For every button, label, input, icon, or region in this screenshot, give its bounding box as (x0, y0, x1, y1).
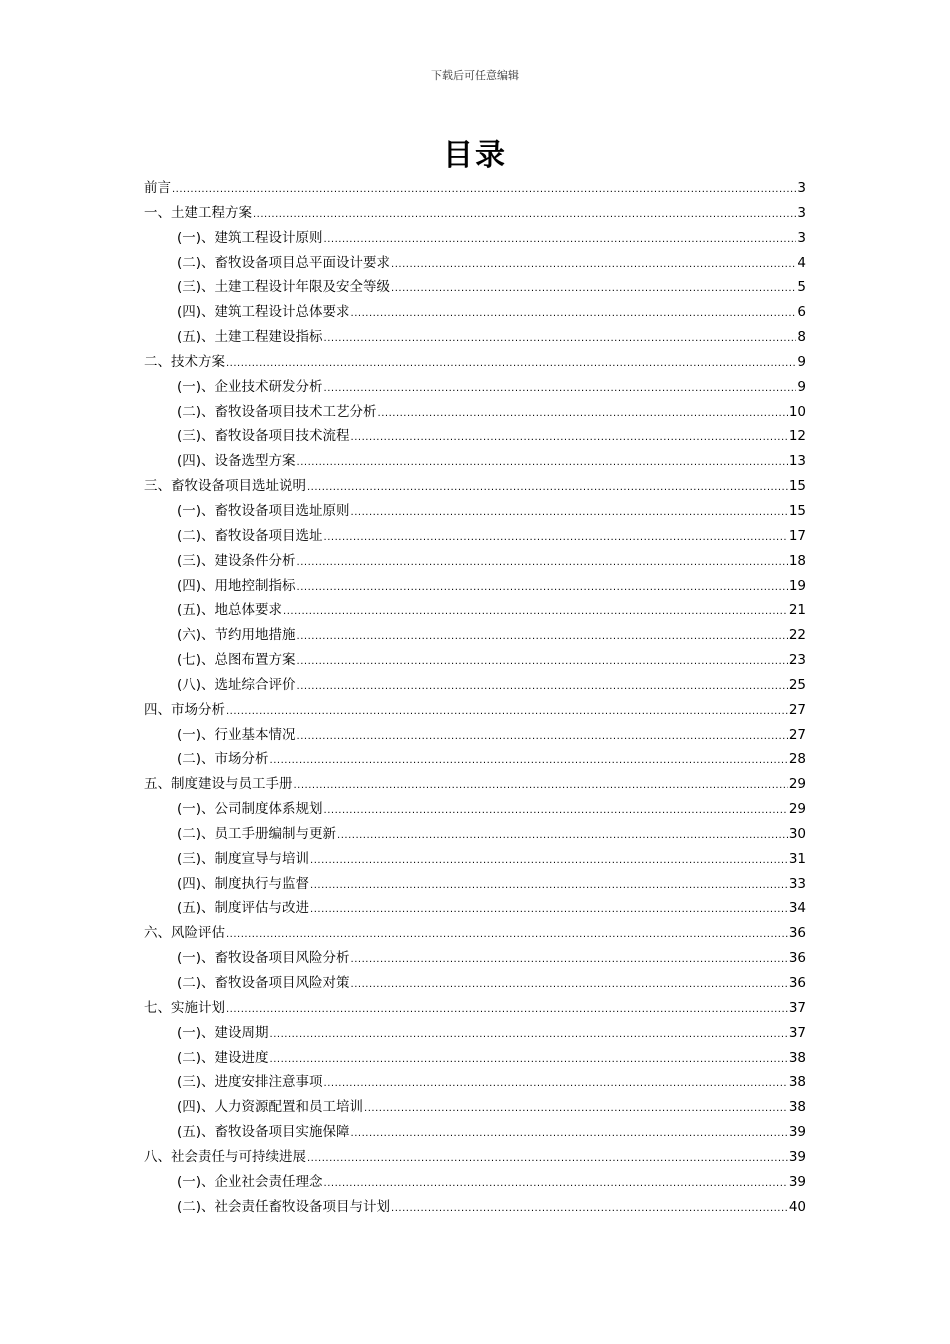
toc-leader-dots (297, 551, 788, 576)
table-of-contents (144, 176, 806, 1219)
toc-leader-dots (283, 600, 788, 625)
toc-entry-label: (二)、建设进度 (177, 1049, 269, 1066)
toc-entry-label: (一)、企业技术研发分析 (177, 378, 323, 395)
toc-entry[interactable] (144, 574, 806, 599)
header-note: 下载后可任意编辑 (431, 69, 519, 82)
toc-leader-dots (391, 253, 796, 278)
toc-entry-label: (一)、畜牧设备项目风险分析 (177, 950, 350, 967)
toc-entry-label: (二)、畜牧设备项目选址 (177, 527, 323, 544)
toc-entry[interactable] (144, 1095, 806, 1120)
toc-entry-label: (二)、员工手册编制与更新 (177, 825, 337, 842)
toc-leader-dots (226, 352, 796, 377)
toc-entry-label: 一、土建工程方案 (144, 204, 252, 221)
toc-leader-dots (310, 874, 788, 899)
toc-entry-page: 21 (788, 602, 806, 619)
toc-entry-label: (三)、土建工程设计年限及安全等级 (177, 279, 391, 296)
toc-entry-page: 36 (788, 975, 806, 991)
toc-entry[interactable] (144, 400, 806, 425)
toc-entry-label: (二)、社会责任畜牧设备项目与计划 (177, 1198, 391, 1215)
toc-entry-page: 3 (797, 180, 806, 196)
toc-entry-page: 25 (788, 676, 806, 693)
toc-entry-page: 10 (788, 403, 806, 420)
toc-entry[interactable] (144, 1170, 806, 1195)
toc-entry-page: 3 (797, 204, 806, 221)
toc-entry[interactable] (144, 424, 806, 449)
toc-entry-label: (三)、进度安排注意事项 (177, 1074, 323, 1091)
toc-entry-label: (二)、市场分析 (177, 751, 269, 768)
toc-entry[interactable] (144, 921, 806, 946)
toc-entry[interactable] (144, 872, 806, 897)
toc-entry[interactable] (144, 648, 806, 673)
toc-entry[interactable] (144, 300, 806, 325)
toc-entry-label: (一)、企业社会责任理念 (177, 1173, 323, 1190)
toc-entry-page: 33 (788, 875, 806, 892)
toc-entry-page: 29 (788, 801, 806, 818)
toc-entry-label: (五)、畜牧设备项目实施保障 (177, 1124, 350, 1141)
toc-entry-page: 3 (797, 229, 806, 246)
toc-entry-page: 36 (788, 925, 806, 942)
toc-entry[interactable] (144, 251, 806, 276)
toc-entry-page: 27 (788, 726, 806, 743)
toc-entry-label: (一)、建设周期 (177, 1024, 269, 1041)
toc-leader-dots (253, 203, 796, 228)
toc-entry-label: 前言 (144, 180, 171, 196)
toc-leader-dots (364, 1097, 788, 1122)
toc-entry[interactable] (144, 549, 806, 574)
toc-entry-page: 38 (788, 1049, 806, 1066)
toc-entry-label: (四)、设备选型方案 (177, 453, 296, 470)
toc-entry-label: (五)、制度评估与改进 (177, 900, 310, 917)
toc-entry-label: (一)、行业基本情况 (177, 726, 296, 743)
toc-title: 目录 (443, 138, 507, 173)
toc-leader-dots (351, 501, 788, 526)
toc-leader-dots (378, 402, 788, 427)
toc-entry[interactable] (144, 375, 806, 400)
toc-entry-page: 12 (788, 428, 806, 445)
toc-entry-page: 9 (797, 378, 806, 395)
toc-leader-dots (324, 228, 797, 253)
toc-entry[interactable] (144, 275, 806, 300)
toc-leader-dots (391, 1197, 788, 1222)
toc-entry-label: (七)、总图布置方案 (177, 652, 296, 669)
toc-leader-dots (324, 327, 797, 352)
toc-entry-label: (四)、制度执行与监督 (177, 875, 310, 892)
toc-entry-label: 二、技术方案 (144, 353, 225, 370)
toc-entry-page: 19 (788, 577, 806, 594)
toc-entry-label: (四)、人力资源配置和员工培训 (177, 1099, 364, 1116)
toc-leader-dots (324, 799, 788, 824)
toc-entry[interactable] (144, 176, 806, 201)
toc-entry-page: 37 (788, 999, 806, 1016)
toc-entry-page: 39 (788, 1148, 806, 1165)
toc-entry-label: (三)、制度宣导与培训 (177, 850, 310, 867)
toc-leader-dots (310, 849, 788, 874)
toc-entry[interactable] (144, 524, 806, 549)
toc-leader-dots (270, 749, 788, 774)
toc-leader-dots (351, 1122, 788, 1147)
toc-leader-dots (297, 576, 788, 601)
toc-entry[interactable] (144, 1021, 806, 1046)
toc-entry-page: 36 (788, 950, 806, 967)
toc-entry-label: 五、制度建设与员工手册 (144, 776, 293, 793)
toc-leader-dots (270, 1048, 788, 1073)
toc-entry-page: 29 (788, 776, 806, 793)
toc-entry[interactable] (144, 226, 806, 251)
toc-entry-label: (四)、用地控制指标 (177, 577, 296, 594)
toc-entry-page: 15 (788, 502, 806, 519)
toc-entry[interactable] (144, 698, 806, 723)
toc-entry-label: (一)、公司制度体系规划 (177, 801, 323, 818)
toc-entry-page: 40 (788, 1198, 806, 1215)
toc-leader-dots (297, 725, 788, 750)
toc-leader-dots (172, 178, 796, 203)
toc-entry-page: 34 (788, 900, 806, 917)
toc-leader-dots (324, 1172, 788, 1197)
toc-entry[interactable] (144, 598, 806, 623)
toc-entry-label: (四)、建筑工程设计总体要求 (177, 304, 350, 321)
toc-entry[interactable] (144, 946, 806, 971)
toc-entry[interactable] (144, 896, 806, 921)
toc-leader-dots (324, 377, 797, 402)
toc-entry-label: (二)、畜牧设备项目总平面设计要求 (177, 254, 391, 271)
toc-entry-page: 38 (788, 1099, 806, 1116)
toc-entry-page: 38 (788, 1074, 806, 1091)
toc-entry-page: 31 (788, 850, 806, 867)
toc-leader-dots (310, 898, 788, 923)
toc-entry-label: (一)、建筑工程设计原则 (177, 229, 323, 246)
toc-entry-label: 六、风险评估 (144, 925, 225, 942)
toc-entry-page: 15 (788, 478, 806, 495)
toc-entry[interactable] (144, 1145, 806, 1170)
toc-entry[interactable] (144, 847, 806, 872)
toc-leader-dots (270, 1023, 788, 1048)
toc-entry-page: 4 (797, 254, 806, 271)
toc-entry[interactable] (144, 350, 806, 375)
toc-entry[interactable] (144, 499, 806, 524)
toc-leader-dots (324, 1072, 788, 1097)
toc-leader-dots (351, 426, 788, 451)
toc-entry[interactable] (144, 201, 806, 226)
toc-leader-dots (351, 973, 788, 998)
toc-entry-label: (五)、土建工程建设指标 (177, 329, 323, 346)
toc-entry-page: 9 (797, 353, 806, 370)
toc-entry-page: 17 (788, 527, 806, 544)
toc-entry-page: 23 (788, 652, 806, 669)
toc-entry-page: 30 (788, 825, 806, 842)
toc-leader-dots (226, 700, 788, 725)
toc-entry[interactable] (144, 449, 806, 474)
toc-leader-dots (324, 526, 788, 551)
toc-entry[interactable] (144, 1046, 806, 1071)
toc-entry[interactable] (144, 1195, 806, 1220)
toc-entry-page: 39 (788, 1173, 806, 1190)
toc-entry-label: (二)、畜牧设备项目风险对策 (177, 975, 350, 991)
toc-entry-label: (三)、畜牧设备项目技术流程 (177, 428, 350, 445)
toc-entry[interactable] (144, 971, 806, 996)
toc-entry-page: 5 (797, 279, 806, 296)
toc-entry-page: 39 (788, 1124, 806, 1141)
toc-entry-label: (三)、建设条件分析 (177, 552, 296, 569)
toc-entry-page: 18 (788, 552, 806, 569)
toc-leader-dots (307, 476, 788, 501)
toc-entry-label: (五)、地总体要求 (177, 602, 283, 619)
toc-entry-page: 8 (797, 329, 806, 346)
toc-entry-label: 八、社会责任与可持续进展 (144, 1148, 306, 1165)
toc-leader-dots (351, 948, 788, 973)
toc-entry[interactable] (144, 1120, 806, 1145)
toc-entry-label: (八)、选址综合评价 (177, 676, 296, 693)
toc-leader-dots (294, 774, 788, 799)
toc-entry[interactable] (144, 673, 806, 698)
toc-entry[interactable] (144, 474, 806, 499)
toc-entry-page: 6 (797, 304, 806, 321)
toc-entry-label: 四、市场分析 (144, 701, 225, 718)
toc-leader-dots (297, 650, 788, 675)
toc-entry-label: (二)、畜牧设备项目技术工艺分析 (177, 403, 377, 420)
toc-entry[interactable] (144, 772, 806, 797)
toc-entry-page: 22 (788, 627, 806, 644)
toc-entry[interactable] (144, 623, 806, 648)
toc-entry-label: (一)、畜牧设备项目选址原则 (177, 502, 350, 519)
toc-leader-dots (337, 824, 788, 849)
toc-entry-page: 13 (788, 453, 806, 470)
toc-entry-page: 28 (788, 751, 806, 768)
toc-entry[interactable] (144, 996, 806, 1021)
toc-leader-dots (297, 675, 788, 700)
toc-entry[interactable] (144, 723, 806, 748)
toc-leader-dots (351, 302, 797, 327)
toc-leader-dots (307, 1147, 788, 1172)
toc-entry-label: 七、实施计划 (144, 999, 225, 1016)
toc-entry[interactable] (144, 325, 806, 350)
toc-entry[interactable] (144, 1070, 806, 1095)
toc-entry[interactable] (144, 822, 806, 847)
toc-leader-dots (391, 277, 796, 302)
toc-entry-label: (六)、节约用地措施 (177, 627, 296, 644)
toc-leader-dots (226, 923, 788, 948)
toc-entry[interactable] (144, 747, 806, 772)
toc-entry-label: 三、畜牧设备项目选址说明 (144, 478, 306, 495)
toc-leader-dots (297, 625, 788, 650)
toc-entry-page: 27 (788, 701, 806, 718)
toc-entry[interactable] (144, 797, 806, 822)
toc-leader-dots (226, 998, 788, 1023)
toc-leader-dots (297, 451, 788, 476)
toc-entry-page: 37 (788, 1024, 806, 1041)
